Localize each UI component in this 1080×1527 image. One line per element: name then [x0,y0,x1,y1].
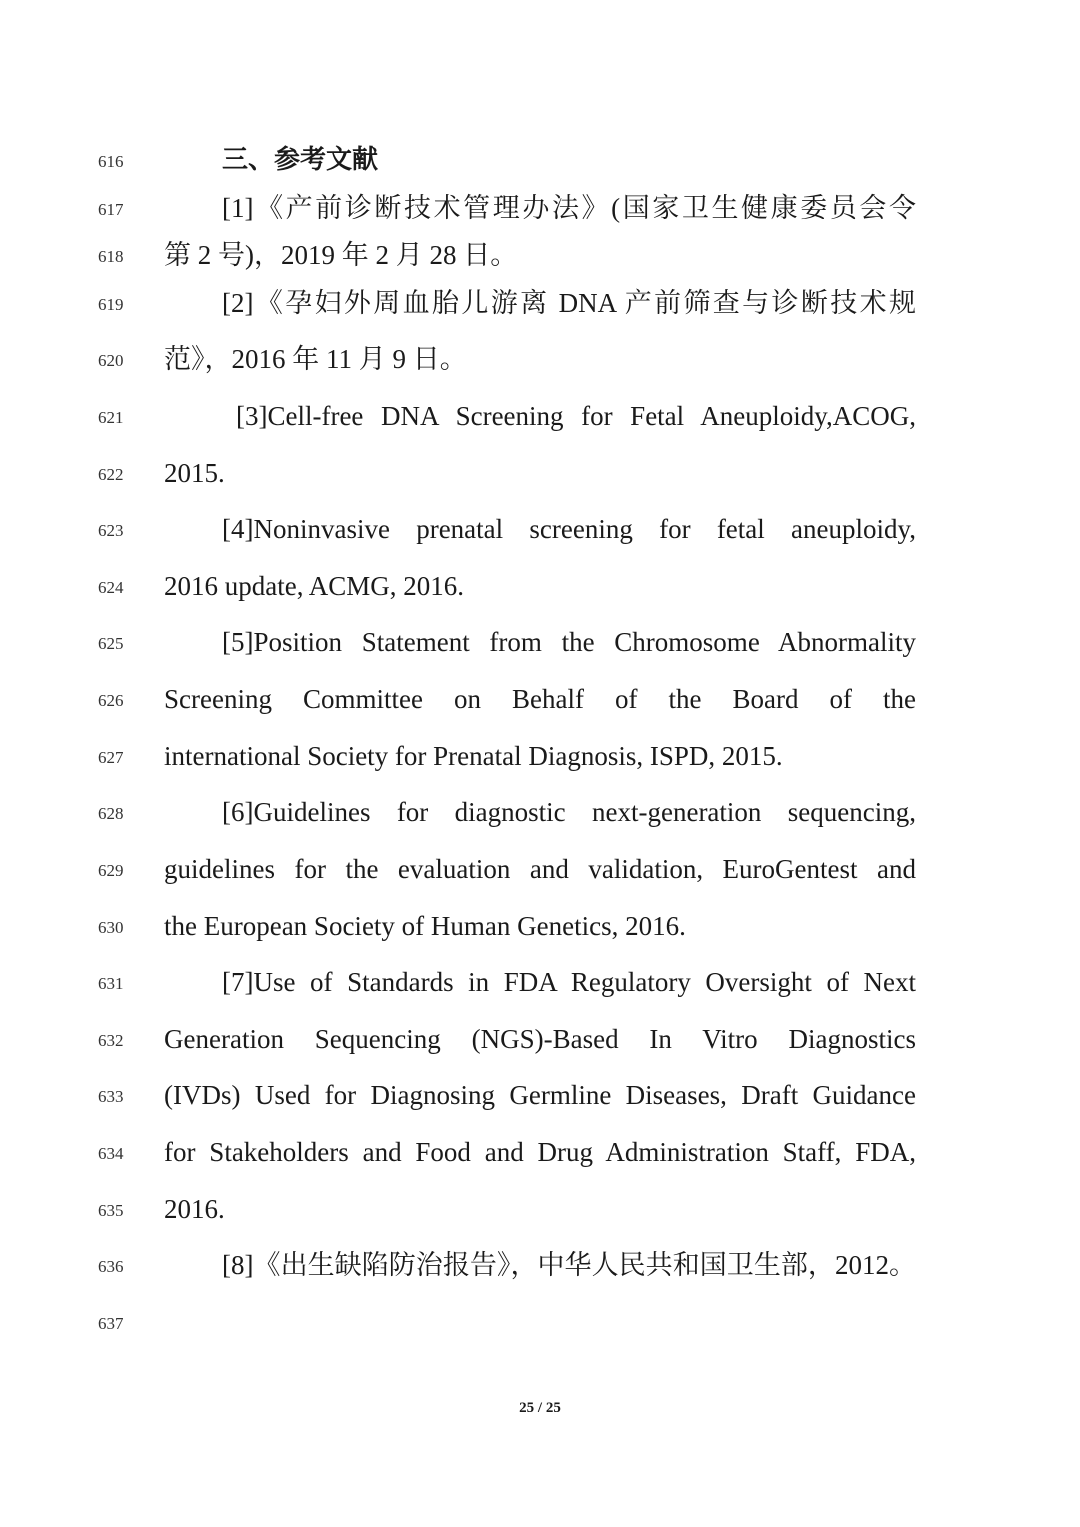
reference-line: [4]Noninvasive prenatal screening for fetal aneuploidy, [222,514,916,544]
reference-line: [8]《出生缺陷防治报告》，中华人民共和国卫生部，2012。 [222,1250,916,1280]
line-number: 621 [98,408,124,427]
reference-line: Generation Sequencing (NGS)-Based In Vitro Diagnostics [164,1024,916,1054]
reference-line: [1]《产前诊断技术管理办法》(国家卫生健康委员会令 [222,193,916,223]
reference-line: guidelines for the evaluation and validation, EuroGentest and [164,854,916,884]
reference-line: [2]《孕妇外周血胎儿游离 DNA 产前筛查与诊断技术规 [222,288,916,318]
reference-line: 第 2 号)，2019 年 2 月 28 日。 [164,240,518,270]
line-number: 622 [98,465,124,484]
line-number: 618 [98,247,124,266]
reference-line: Screening Committee on Behalf of the Board of the [164,684,916,714]
line-number: 616 [98,152,124,171]
line-number: 626 [98,691,124,710]
reference-line: 2016. [164,1194,225,1224]
line-number: 630 [98,918,124,937]
line-number: 623 [98,521,124,540]
line-number: 624 [98,578,124,597]
line-number: 631 [98,974,124,993]
reference-line: 2015. [164,458,225,488]
line-number: 620 [98,351,124,370]
line-number: 617 [98,200,124,219]
reference-line: the European Society of Human Genetics, 2016. [164,911,686,941]
line-number: 627 [98,748,124,767]
reference-line: international Society for Prenatal Diagnosis, ISPD, 2015. [164,741,783,771]
line-number: 628 [98,804,124,823]
reference-line: [3]Cell-free DNA Screening for Fetal Aneuploidy,ACOG, [236,401,916,431]
line-number: 634 [98,1144,124,1163]
line-number: 629 [98,861,124,880]
line-number: 619 [98,295,124,314]
reference-line: [6]Guidelines for diagnostic next-generation sequencing, [222,797,916,827]
line-number: 635 [98,1201,124,1220]
line-number: 625 [98,634,124,653]
reference-line: (IVDs) Used for Diagnosing Germline Diseases, Draft Guidance [164,1080,916,1110]
line-number: 633 [98,1087,124,1106]
line-number: 637 [98,1314,124,1333]
reference-line: 范》，2016 年 11 月 9 日。 [164,344,467,374]
reference-line: for Stakeholders and Food and Drug Administration Staff, FDA, [164,1137,916,1167]
section-heading: 三、参考文献 [222,145,379,175]
line-number: 632 [98,1031,124,1050]
reference-line: 2016 update, ACMG, 2016. [164,571,464,601]
reference-line: [7]Use of Standards in FDA Regulatory Oversight of Next [222,967,916,997]
page-number: 25 / 25 [519,1400,561,1416]
reference-line: [5]Position Statement from the Chromosome Abnormality [222,627,916,657]
line-number: 636 [98,1257,124,1276]
